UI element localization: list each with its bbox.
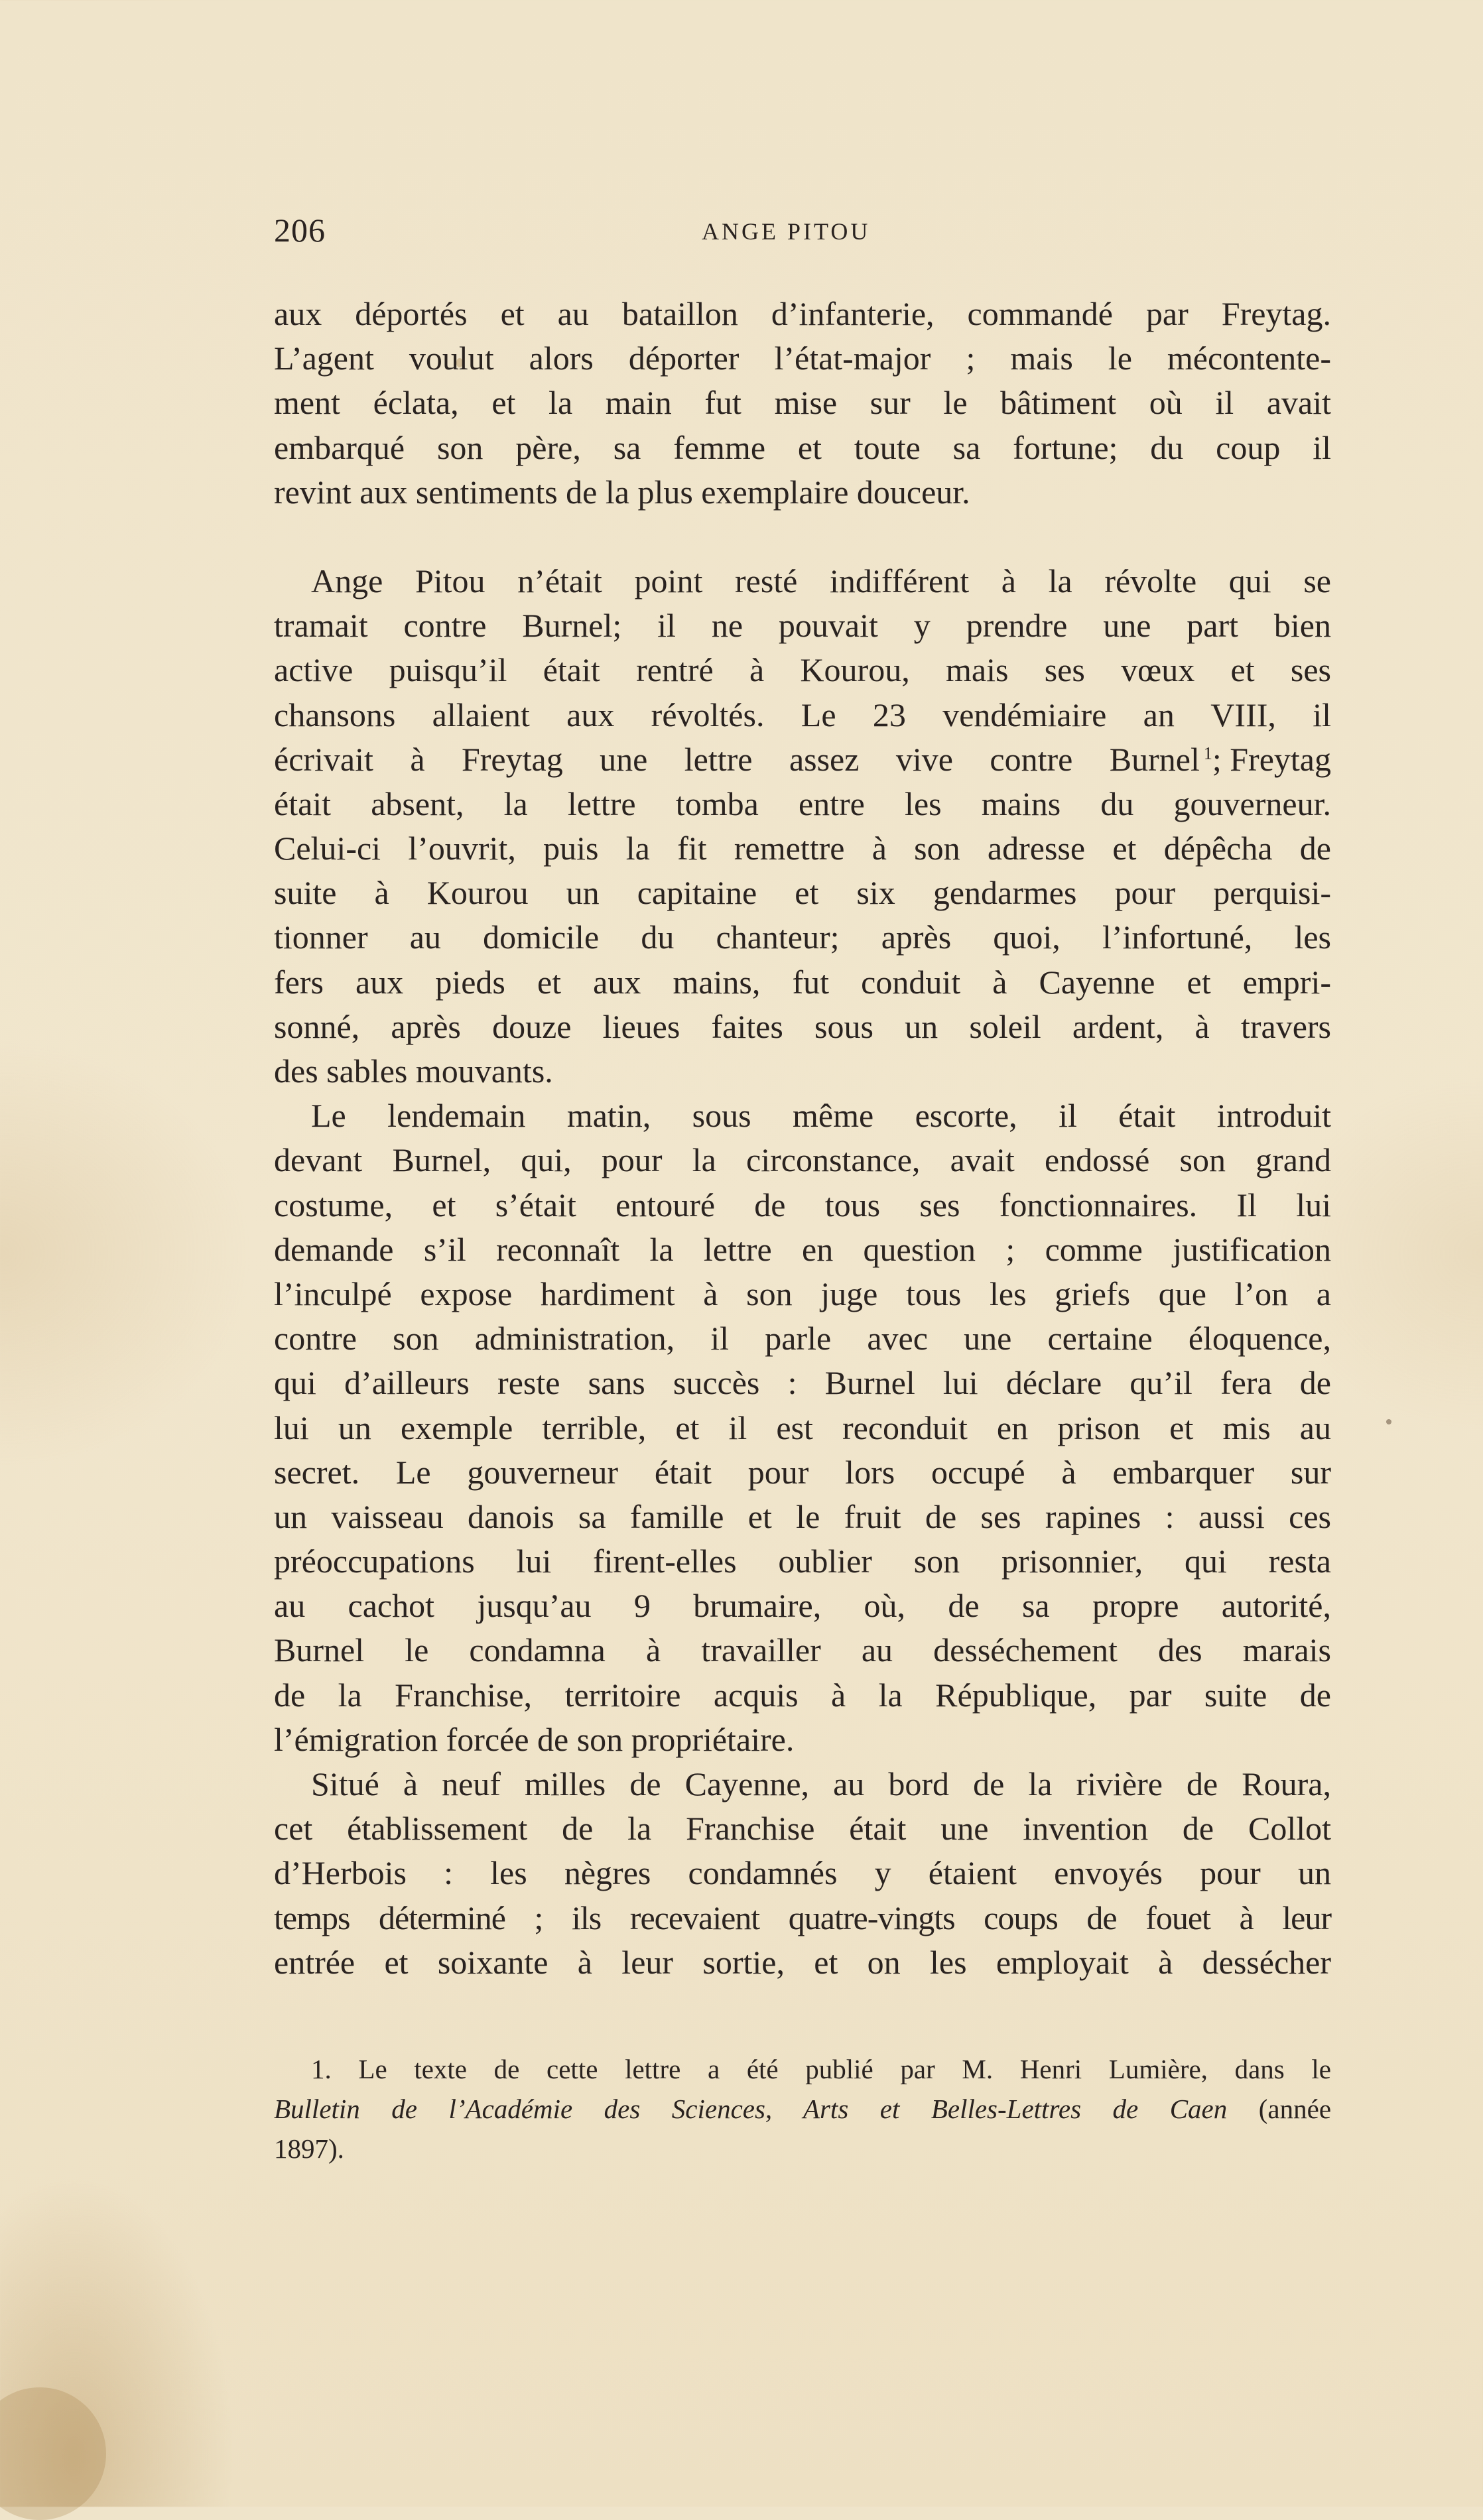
footnotes [274,2049,1331,2169]
paper-stain [1386,1419,1391,1424]
text-line: préoccupations lui firent-elles oublier son prisonnier, qui resta [274,1543,1331,1580]
text-line: L’agent voulut alors déporter l’état-major ; mais le mécontente- [274,340,1331,377]
text-line: qui d’ailleurs reste sans succès : Burnel lui déclare qu’il fera de [274,1364,1331,1402]
text-line: demande s’il reconnaît la lettre en question ; comme justification [274,1230,1331,1268]
running-head [274,211,1331,251]
text-line: embarqué son père, sa femme et toute sa fortune; du coup il [274,428,1331,466]
text-line: devant Burnel, qui, pour la circonstance, avait endossé son grand [274,1141,1331,1179]
running-title: ANGE PITOU [702,218,871,245]
footnote-publication-title: Bulletin de l’Académie des Sciences, Arts et Belles-Lettres de Caen [274,2094,1228,2124]
text-line: l’émigration forcée de son propriétaire. [274,1720,795,1758]
text-line: des sables mouvants. [274,1052,553,1090]
text-line: ment éclata, et la main fut mise sur le bâtiment où il avait [274,384,1331,422]
paragraph [274,559,1331,1094]
paper-stain [0,2387,106,2520]
page-number: 206 [274,212,326,249]
text-line: sonné, après douze lieues faites sous un soleil ardent, à travers [274,1007,1331,1045]
text-line: tionner au domicile du chanteur; après quoi, l’infortuné, les [274,918,1331,956]
text-line: tramait contre Burnel; il ne pouvait y prendre une part bien [274,607,1331,645]
text-line: contre son administration, il parle avec une certaine éloquence, [274,1320,1331,1357]
text-line: active puisqu’il était rentré à Kourou, mais ses vœux et ses [274,651,1331,689]
text-line: secret. Le gouverneur était pour lors occupé à embarquer sur [274,1453,1331,1491]
text-line: au cachot jusqu’au 9 brumaire, où, de sa propre autorité, [274,1587,1331,1625]
text-line: temps déterminé ; ils recevaient quatre-vingts coups de fouet à leur [274,1899,1331,1936]
paragraph [274,292,1331,515]
body-text [274,292,1331,1985]
text-line: d’Herbois : les nègres condamnés y étaient envoyés pour un [274,1854,1331,1892]
text-line: Ange Pitou n’était point resté indifférent à la révolte qui se [311,562,1331,599]
text-line: cet établissement de la Franchise était une invention de Collot [274,1810,1331,1848]
text-line: Celui-ci l’ouvrit, puis la fit remettre à son adresse et dépêcha de [274,830,1331,867]
text-line: suite à Kourou un capitaine et six gendarmes pour perquisi- [274,874,1331,912]
footnote-text: (année [1258,2094,1332,2124]
text-line: Situé à neuf milles de Cayenne, au bord de la rivière de Roura, [311,1765,1331,1802]
text-line: costume, et s’était entouré de tous ses fonctionnaires. Il lui [274,1186,1331,1224]
text-fragment: ; Freytag [1212,740,1331,778]
text-line: fers aux pieds et aux mains, fut conduit à Cayenne et empri- [274,963,1331,1001]
footnote-reference[interactable] [1204,737,1331,782]
text-line: aux déportés et au bataillon d’infanterie, commandé par Freytag. [274,295,1331,332]
footnote-number: 1. [311,2054,332,2084]
text-line: l’inculpé expose hardiment à son juge tous les griefs que l’on a [274,1275,1331,1312]
paragraph [274,1762,1331,1985]
text-line: un vaisseau danois sa famille et le fruit de ses rapines : aussi ces [274,1497,1331,1535]
text-line: revint aux sentiments de la plus exemplaire douceur. [274,473,970,511]
footnote-line [274,2049,1331,2089]
text-fragment: écrivait à Freytag une lettre assez vive contre Burnel [274,740,1200,778]
footnote-text: Le texte de cette lettre a été publié par M. Henri Lumière, dans le [358,2054,1331,2084]
text-line: chansons allaient aux révoltés. Le 23 vendémiaire an VIII, il [274,696,1331,733]
footnote-line [274,2089,1331,2129]
footnote-marker[interactable]: 1 [1203,743,1212,763]
footnote-line: 1897). [274,2133,344,2164]
text-line: Burnel le condamna à travailler au desséchement des marais [274,1631,1331,1669]
paragraph [274,1094,1331,1762]
text-line-with-footnote [274,737,1331,782]
text-line: entrée et soixante à leur sortie, et on les employait à dessécher [274,1943,1331,1981]
text-line: Le lendemain matin, sous même escorte, il était introduit [311,1097,1331,1135]
text-line: de la Franchise, territoire acquis à la République, par suite de [274,1676,1331,1714]
footnote [274,2049,1331,2169]
text-line: était absent, la lettre tomba entre les mains du gouverneur. [274,785,1331,822]
text-line: lui un exemple terrible, et il est reconduit en prison et mis au [274,1409,1331,1446]
